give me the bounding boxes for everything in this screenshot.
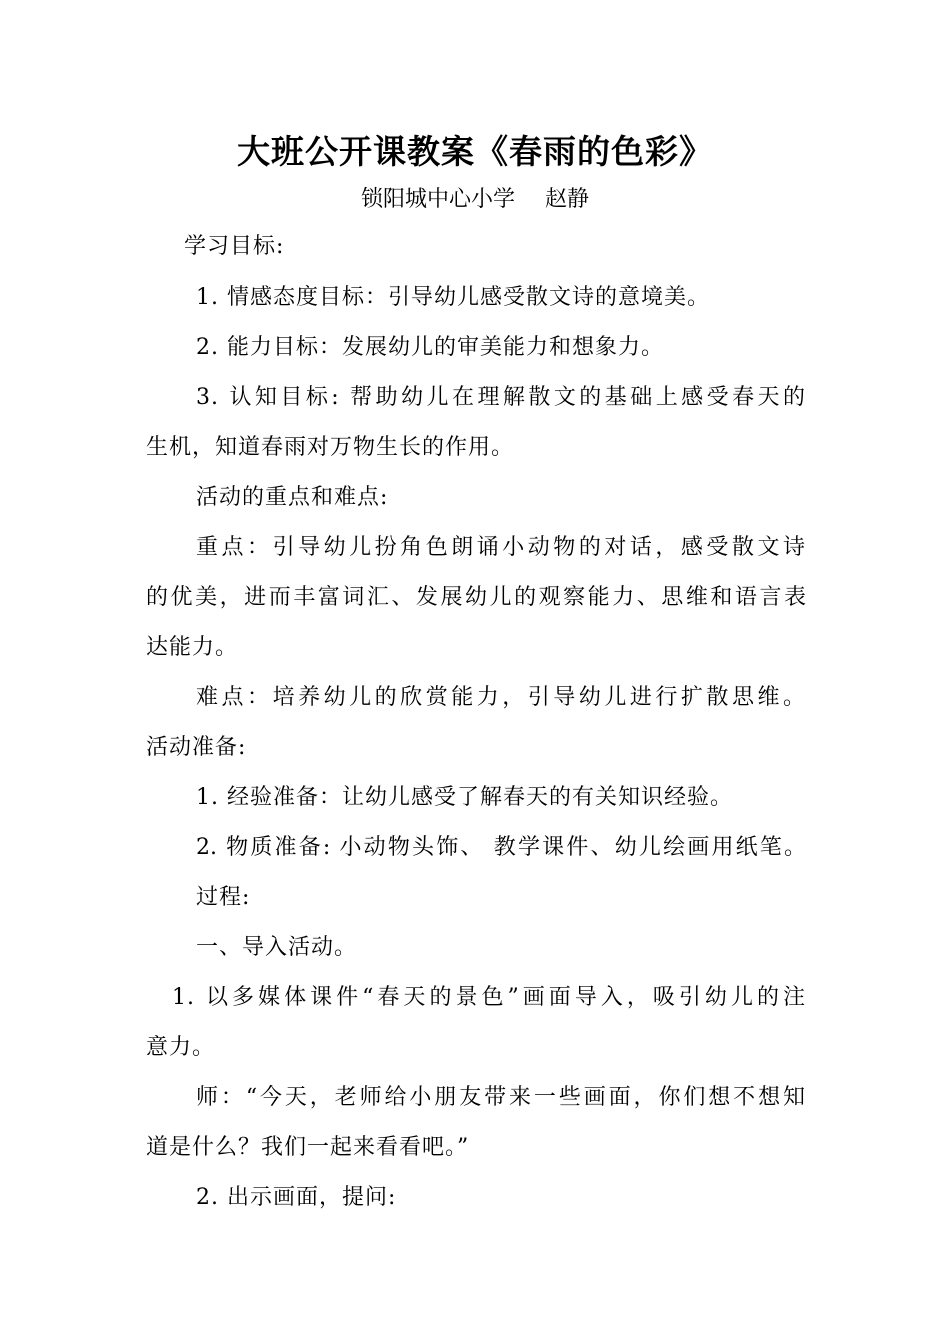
paragraph-line: 的优美，进而丰富词汇、发展幼儿的观察能力、思维和语言表 (146, 585, 806, 610)
paragraph-line: 意力。 (146, 1035, 216, 1060)
paragraph-line: 达能力。 (146, 635, 239, 660)
paragraph-line: 学习目标: (184, 234, 285, 259)
paragraph-line: 活动的重点和难点: (196, 485, 389, 510)
paragraph-line: 1. 情感态度目标：引导幼儿感受散文诗的意境美。 (196, 285, 710, 310)
paragraph-line: 重点：引导幼儿扮角色朗诵小动物的对话，感受散文诗 (196, 535, 806, 560)
paragraph-line: 生机，知道春雨对万物生长的作用。 (146, 435, 515, 460)
paragraph-line: 2. 物质准备: 小动物头饰、 教学课件、幼儿绘画用纸笔。 (196, 835, 806, 860)
paragraph-line: 道是什么？我们一起来看看吧。” (146, 1135, 470, 1160)
paragraph-line: 难点：培养幼儿的欣赏能力，引导幼儿进行扩散思维。 (196, 685, 806, 710)
paragraph-line: 1. 以多媒体课件“春天的景色”画面导入，吸引幼儿的注 (172, 985, 806, 1010)
school-name: 锁阳城中心小学 (360, 187, 515, 212)
paragraph-line: 1. 经验准备：让幼儿感受了解春天的有关知识经验。 (196, 785, 733, 810)
document-title: 大班公开课教案《春雨的色彩》 (237, 132, 713, 171)
paragraph-line: 过程: (196, 885, 251, 910)
byline (0, 182, 950, 213)
paragraph-line: 2. 能力目标：发展幼儿的审美能力和想象力。 (196, 335, 664, 360)
paragraph-line: 2. 出示画面，提问: (196, 1185, 397, 1210)
paragraph-line: 活动准备: (146, 735, 247, 760)
author-name: 赵静 (545, 187, 590, 212)
paragraph-line: 师：“今天，老师给小朋友带来一些画面，你们想不想知 (196, 1085, 806, 1110)
paragraph-line: 一、导入活动。 (196, 935, 358, 960)
paragraph-line: 3. 认知目标: 帮助幼儿在理解散文的基础上感受春天的 (196, 385, 806, 410)
